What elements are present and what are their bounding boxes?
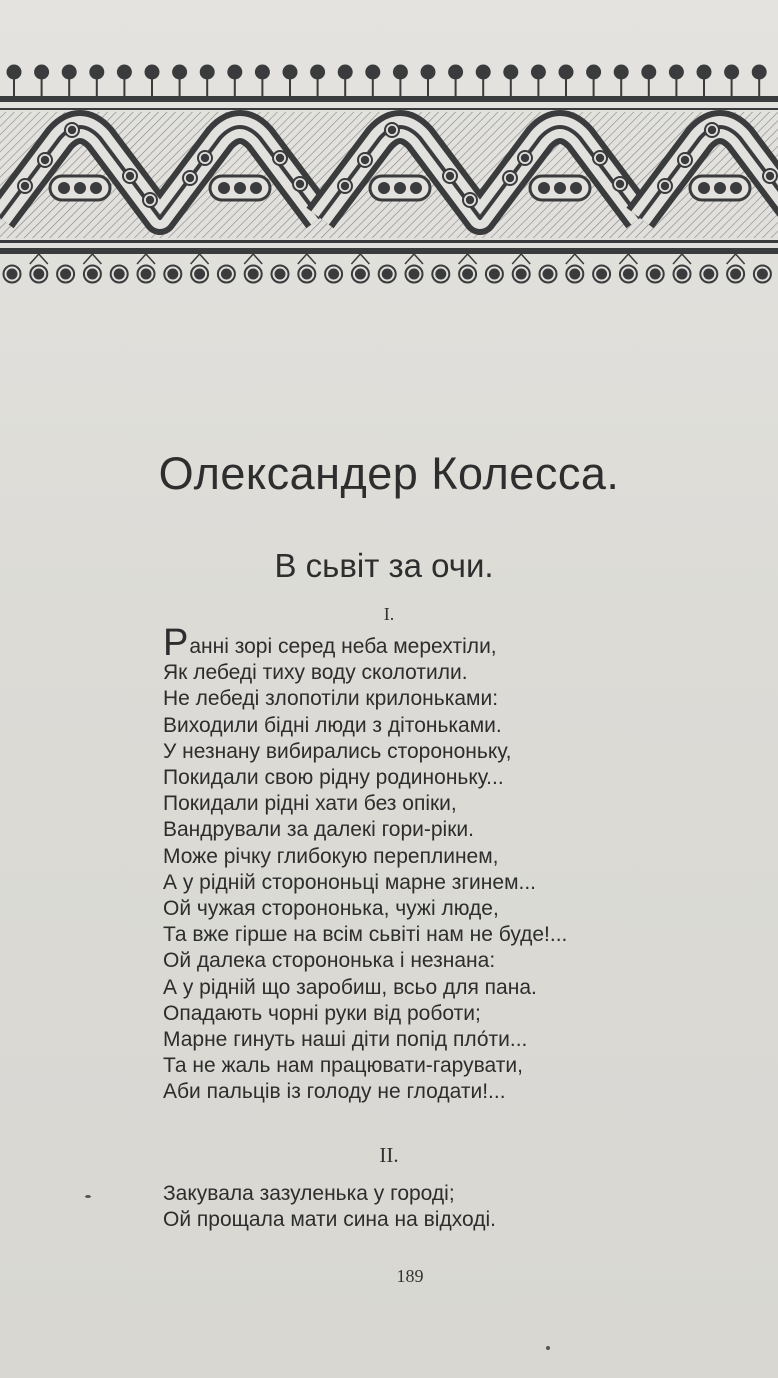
poem-line: А у рідній що заробиш, всьо для пана. xyxy=(163,975,537,999)
poem-line: А у рідній сторононьці марне згинем... xyxy=(163,870,537,894)
poem-line: Аби пальців із голоду не глодати!... xyxy=(163,1080,506,1104)
poem-line: Як лебеді тиху воду сколотили. xyxy=(163,661,468,685)
poem-line: Закувала зазуленька у городі; xyxy=(163,1182,455,1205)
poem-line: Опадають чорні руки від роботи; xyxy=(163,1001,481,1025)
page-number: 189 xyxy=(396,1266,424,1286)
stanza-2 xyxy=(163,1181,496,1233)
poem-line: Не лебеді злопотіли крилоньками: xyxy=(163,687,499,711)
poem-line: Покидали рідні хати без опіки, xyxy=(163,792,457,816)
poem-line: Ой прощала мати сина на відході. xyxy=(163,1208,496,1232)
section-numeral: II. xyxy=(379,1143,399,1167)
poem-line: Може річку глибокую переплинем, xyxy=(163,844,499,868)
poem-line: Та вже гірше на всім сьвіті нам не буде!... xyxy=(163,923,568,947)
section-numeral: I. xyxy=(383,604,395,624)
poem-line: Виходили бідні люди з дітоньками. xyxy=(163,713,502,737)
poem-line: Покидали свою рідну родиноньку... xyxy=(163,766,504,790)
ink-speck xyxy=(85,1195,91,1198)
poem-line: Марне гинуть наші діти попід пло́ти... xyxy=(163,1028,528,1052)
poem-title: В сьвіт за очи. xyxy=(274,547,494,584)
poem-line: Вандрували за далекі гори-ріки. xyxy=(163,818,474,842)
poem-line: Ой далека сторононька і незнана: xyxy=(163,949,496,973)
poem-line: Ранні зорі серед неба мерехтіли, xyxy=(163,622,497,664)
author-heading: Олександер Колесса. xyxy=(158,448,620,499)
poem-line: Ой чужая сторононька, чужі люде, xyxy=(163,897,499,921)
decorative-ornament-border xyxy=(0,58,778,298)
stanza-1 xyxy=(163,622,568,1106)
poem-line: У незнану вибирались сторононьку, xyxy=(163,739,512,763)
drop-initial: Р xyxy=(163,622,189,664)
ink-speck xyxy=(546,1346,550,1350)
poem-line: Та не жаль нам працювати-гарувати, xyxy=(163,1054,523,1078)
